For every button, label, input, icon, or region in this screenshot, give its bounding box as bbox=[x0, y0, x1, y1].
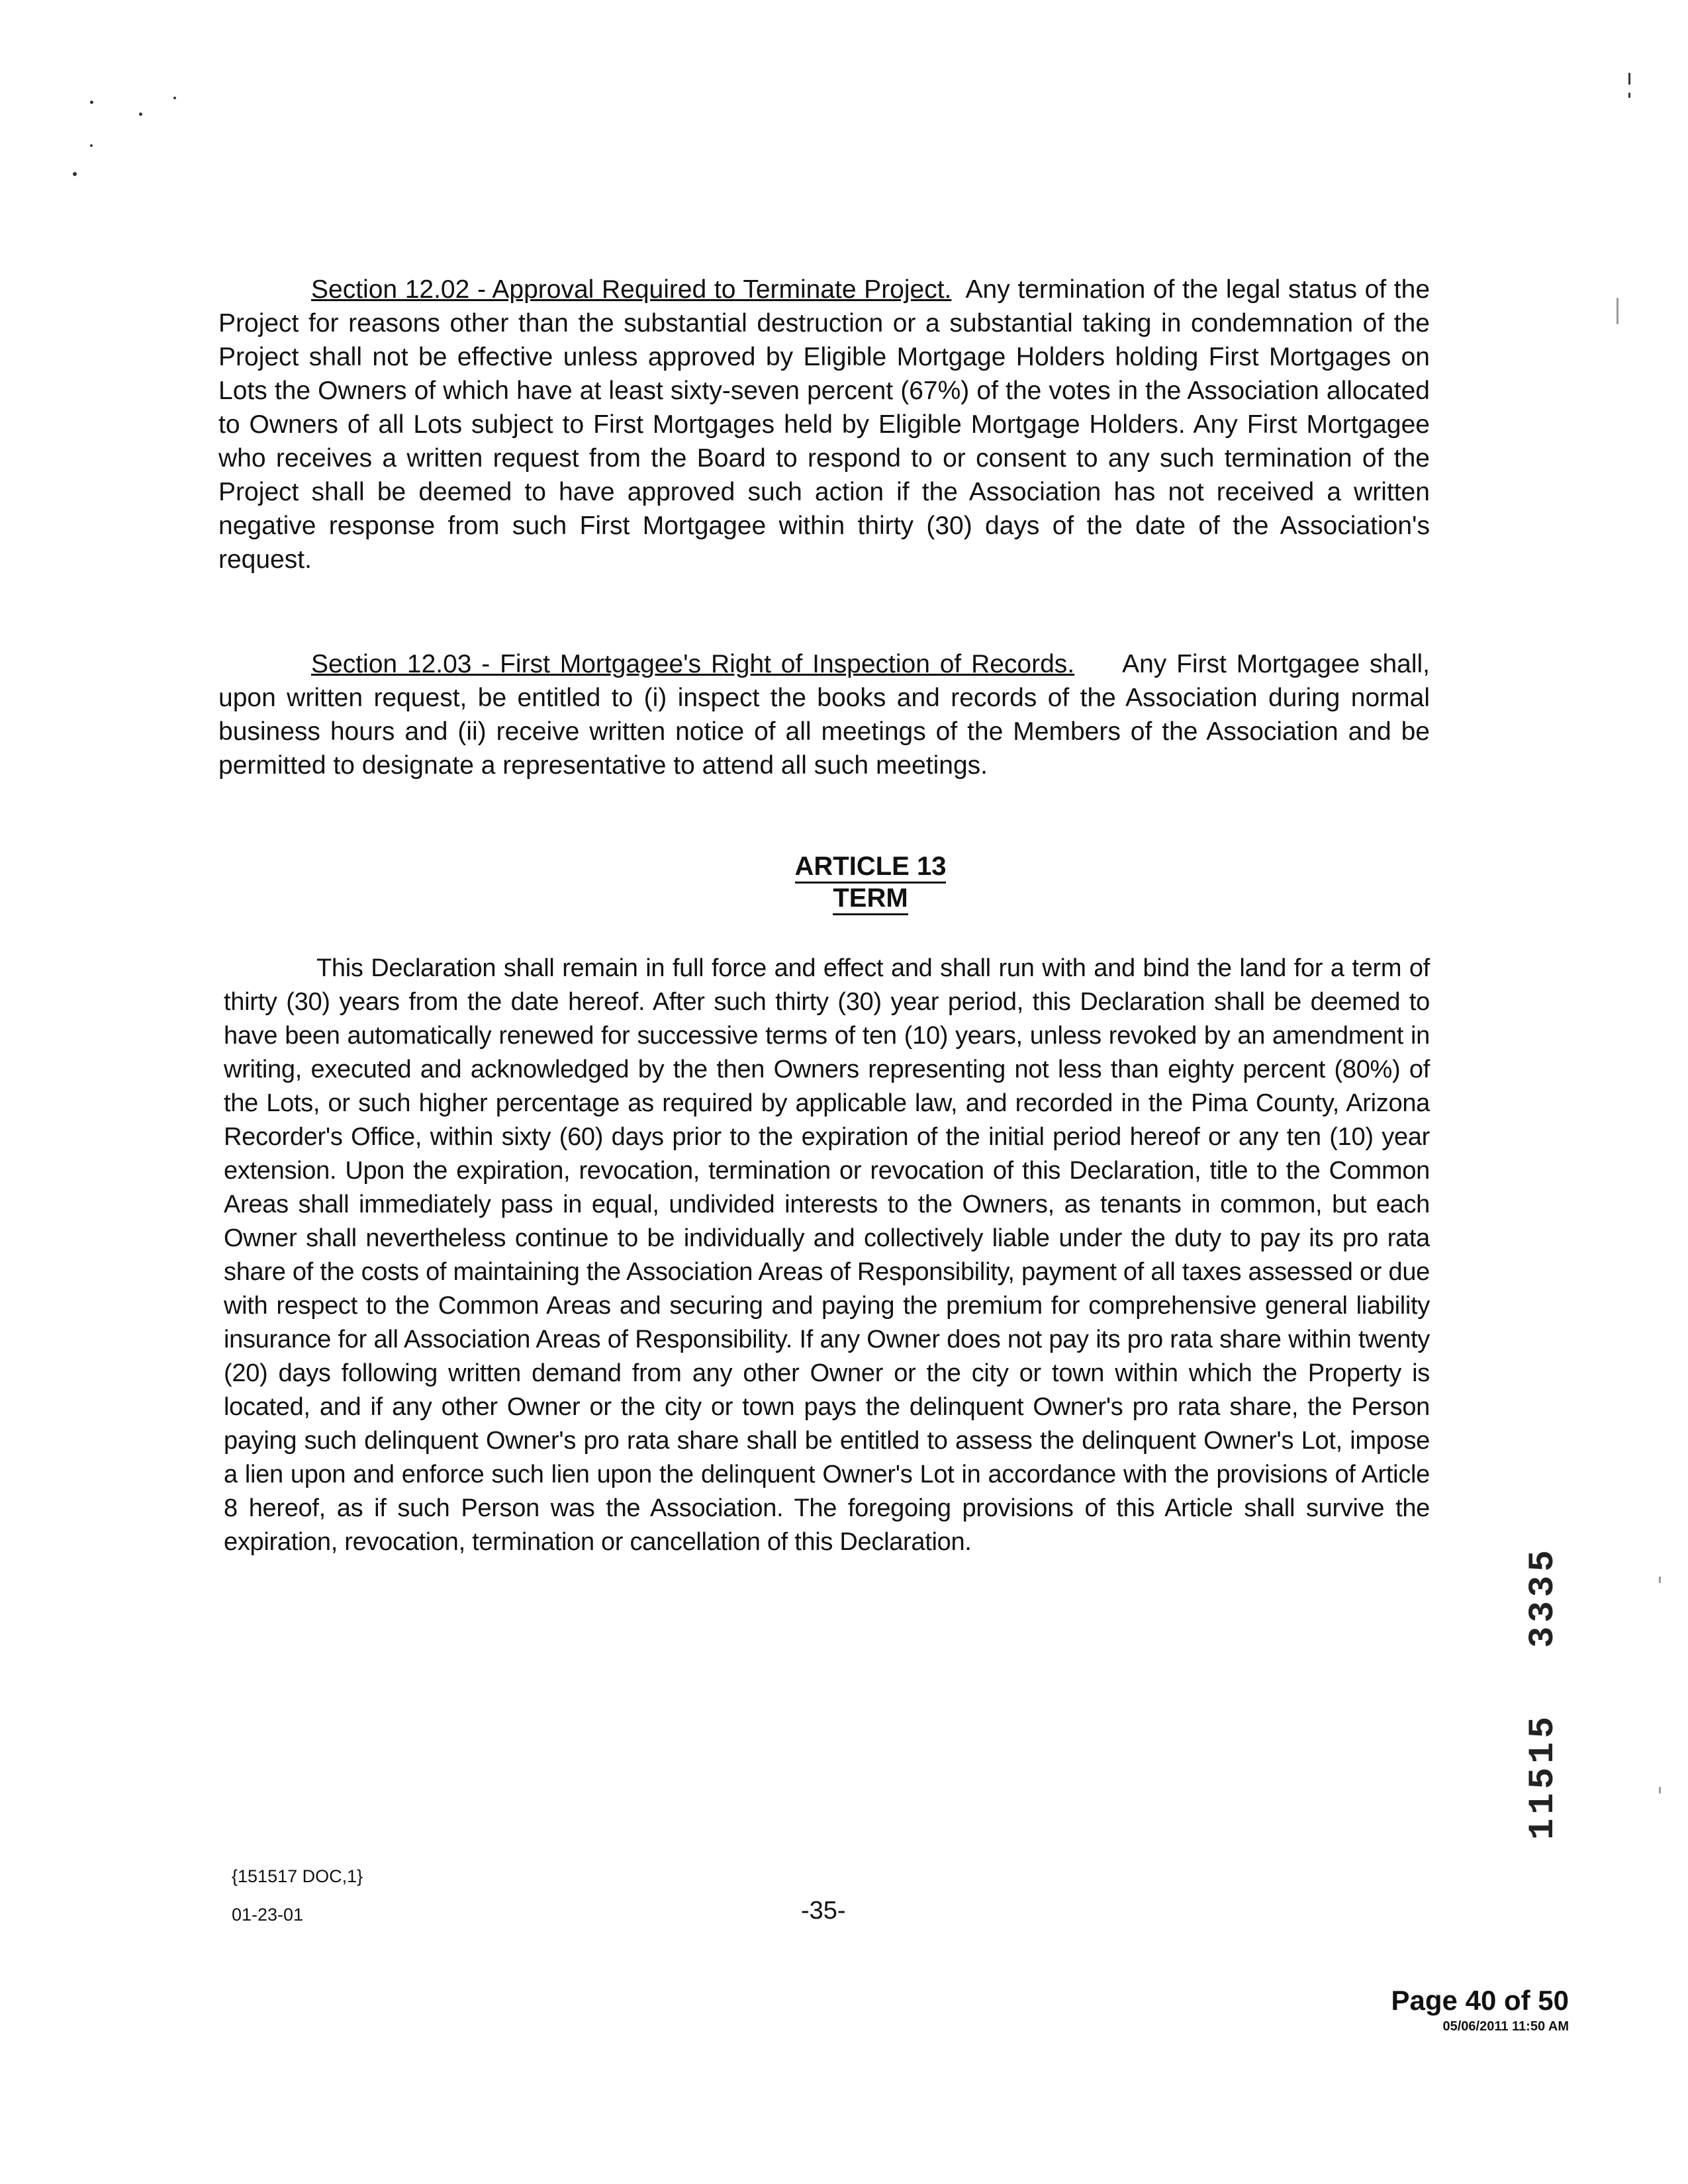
recorder-page-count: Page 40 of 50 bbox=[1391, 1985, 1569, 2016]
scan-speck bbox=[73, 172, 77, 176]
scan-speck bbox=[1628, 73, 1630, 85]
section-12-02-text: Any termination of the legal status of the Project for reasons other than the substantial destruction or a substantial taking in condemnation of the Project shall not be effective unless approved by Eligible Mortgage Holders holding First Mortgages on Lots the Owners of which have at least sixty-seven percent (67%) of the votes in the Association allocated to Owners of all Lots subject to First Mortgages held by Eligible Mortgage Holders. Any First Mortgagee who receives a written request from the Board to respond to or consent to any such termination of the Project shall be deemed to have approved such action if the Association has not received a written negative response from such First Mortgagee within thirty (30) days of the date of the Association's request. bbox=[218, 275, 1430, 574]
scan-speck bbox=[90, 144, 93, 147]
svg-text:3335: 3335 bbox=[1523, 1546, 1564, 1648]
article-13-text bbox=[224, 952, 1430, 1559]
page-number: -35- bbox=[801, 1897, 846, 1925]
scan-speck bbox=[1659, 1787, 1661, 1794]
document-date: 01-23-01 bbox=[232, 1905, 304, 1925]
svg-text:11515: 11515 bbox=[1523, 1712, 1564, 1840]
scan-speck bbox=[139, 113, 142, 116]
section-12-03-heading: Section 12.03 - First Mortgagee's Right of Inspection of Records. bbox=[311, 650, 1075, 678]
document-id: {151517 DOC,1} bbox=[232, 1866, 363, 1886]
recording-number-stamp bbox=[1516, 1516, 1582, 1846]
section-12-02-heading: Section 12.02 - Approval Required to Terminate Project. bbox=[311, 275, 952, 304]
scan-speck bbox=[1659, 1576, 1661, 1583]
section-12-03 bbox=[218, 647, 1430, 782]
scan-speck bbox=[1628, 93, 1630, 98]
section-12-02 bbox=[218, 273, 1430, 576]
scan-speck bbox=[173, 97, 176, 99]
article-13-body: This Declaration shall remain in full force and effect and shall run with and bind the land for a term of thirty (30) years from the date hereof. After such thirty (30) year period, this Declaration shall be deemed to have been automatically renewed for successive terms of ten (10) years, unless revoked by an amendment in writing, executed and acknowledged by the then Owners representing not less than eighty percent (80%) of the Lots, or such higher percentage as required by applicable law, and recorded in the Pima County, Arizona Recorder's Office, within sixty (60) days prior to the expiration of the initial period hereof or any ten (10) year extension. Upon the expiration, revocation, termination or revocation of this Declaration, title to the Common Areas shall immediately pass in equal, undivided interests to the Owners, as tenants in common, but each Owner shall nevertheless continue to be individually and collectively liable under the duty to pay its pro rata share of the costs of maintaining the Association Areas of Responsibility, payment of all taxes assessed or due with respect to the Common Areas and securing and paying the premium for comprehensive general liability insurance for all Association Areas of Responsibility. If any Owner does not pay its pro rata share within twenty (20) days following written demand from any other Owner or the city or town within which the Property is located, and if any other Owner or the city or town pays the delinquent Owner's pro rata share, the Person paying such delinquent Owner's pro rata share shall be entitled to assess the delinquent Owner's Lot, impose a lien upon and enforce such lien upon the delinquent Owner's Lot in accordance with the provisions of Article 8 hereof, as if such Person was the Association. The foregoing provisions of this Article shall survive the expiration, revocation, termination or cancellation of this Declaration. bbox=[224, 954, 1430, 1556]
article-title: TERM bbox=[26, 882, 1688, 914]
scan-speck bbox=[1617, 298, 1618, 324]
recorder-timestamp: 05/06/2011 11:50 AM bbox=[1442, 2019, 1569, 2034]
section-12-03-text: Any First Mortgagee shall, upon written request, be entitled to (i) inspect the books and records of the Association during normal business hours and (ii) receive written notice of all meetings of the Members of the Association and be permitted to designate a representative to attend all such meetings. bbox=[218, 650, 1430, 780]
article-number: ARTICLE 13 bbox=[26, 850, 1688, 882]
scan-speck bbox=[90, 101, 93, 104]
